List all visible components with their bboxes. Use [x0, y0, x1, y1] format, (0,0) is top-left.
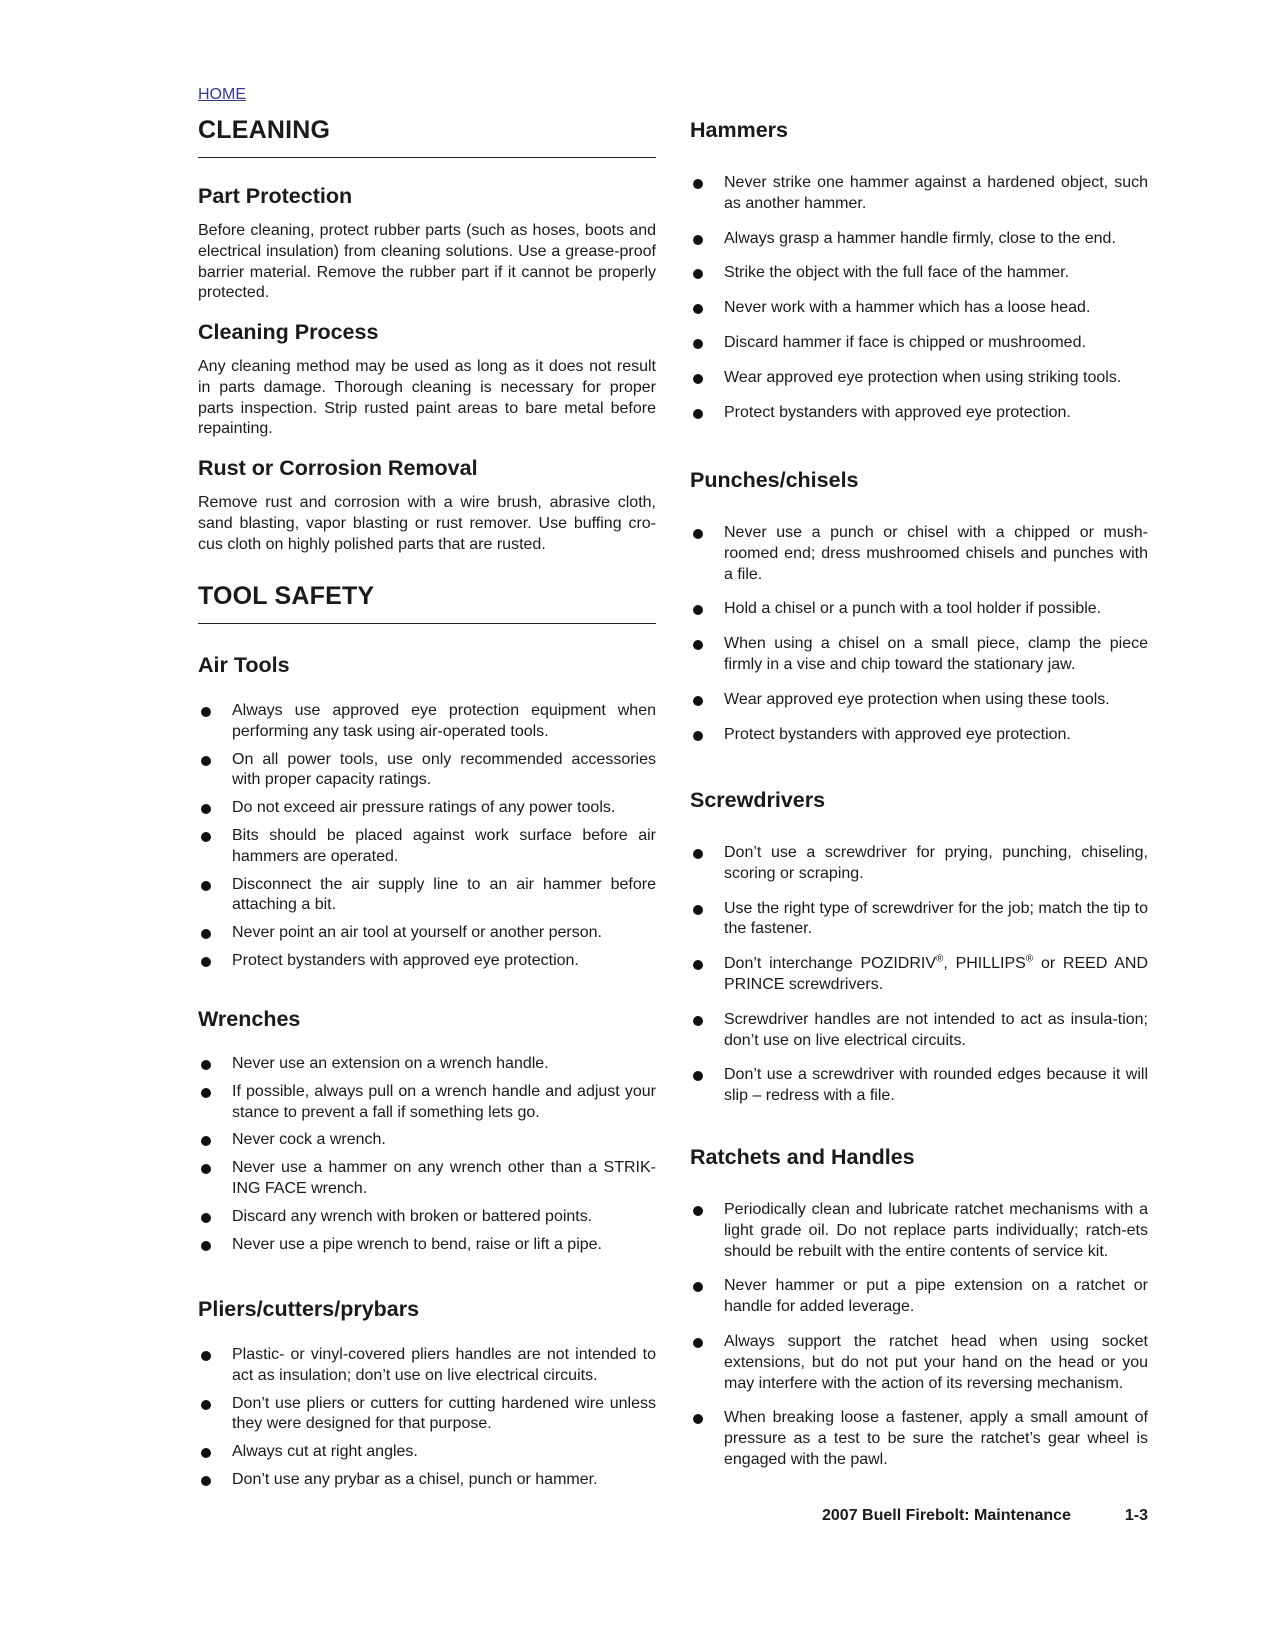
list-item: Never use an extension on a wrench handle. [198, 1054, 656, 1075]
cleaning-heading: CLEANING [198, 116, 331, 144]
punches-heading: Punches/chisels [690, 468, 859, 492]
bullet-icon [201, 832, 211, 842]
bullet-icon [693, 1016, 703, 1026]
wrenches-heading: Wrenches [198, 1007, 301, 1031]
list-item: Do not exceed air pressure ratings of any power tools. [198, 798, 656, 819]
bullet-icon [201, 1060, 211, 1070]
ratchets-heading: Ratchets and Handles [690, 1145, 915, 1169]
cleaning-divider [198, 157, 656, 158]
bullet-icon [201, 881, 211, 891]
bullet-icon [693, 905, 703, 915]
page-number: 1-3 [1124, 1507, 1148, 1524]
wrenches-list [198, 1054, 656, 1262]
bullet-icon [693, 269, 703, 279]
list-item: Hold a chisel or a punch with a tool holder if possible. [690, 599, 1148, 620]
bullet-icon [693, 1338, 703, 1348]
list-item: Never strike one hammer against a hardened object, such as another hammer. [690, 173, 1148, 215]
rust-removal-heading: Rust or Corrosion Removal [198, 456, 478, 480]
list-item: Don’t use any prybar as a chisel, punch or hammer. [198, 1470, 656, 1491]
hammers-heading: Hammers [690, 118, 788, 142]
list-item: Screwdriver handles are not intended to act as insula-tion; don’t use on live electrical circuits. [690, 1010, 1148, 1052]
list-item: Don’t interchange POZIDRIV®, PHILLIPS® or REED AND PRINCE screwdrivers. [690, 954, 1148, 996]
bullet-icon [693, 605, 703, 615]
bullet-icon [693, 235, 703, 245]
bullet-icon [201, 1400, 211, 1410]
bullet-icon [693, 1071, 703, 1081]
list-item: Never cock a wrench. [198, 1130, 656, 1151]
bullet-icon [693, 1206, 703, 1216]
cleaning-process-text: Any cleaning method may be used as long as it does not result in parts damage. Thorough cleaning is necessary for proper parts inspection. Strip rusted paint areas to bare metal before repainting. [198, 358, 656, 438]
list-item: Disconnect the air supply line to an air hammer before attaching a bit. [198, 875, 656, 917]
pliers-heading: Pliers/cutters/prybars [198, 1297, 420, 1321]
bullet-icon [693, 304, 703, 314]
list-item: Wear approved eye protection when using these tools. [690, 690, 1148, 711]
home-link[interactable]: HOME [198, 86, 246, 103]
ratchets-list [690, 1200, 1148, 1485]
bullet-icon [693, 179, 703, 189]
tool-safety-divider [198, 623, 656, 624]
bullet-icon [201, 1476, 211, 1486]
pliers-list [198, 1345, 656, 1498]
punches-list [690, 523, 1148, 759]
list-item: Never use a punch or chisel with a chipped or mush-roomed end; dress mushroomed chisels and punches with a file. [690, 523, 1148, 585]
bullet-icon [201, 756, 211, 766]
list-item: On all power tools, use only recommended accessories with proper capacity ratings. [198, 750, 656, 792]
bullet-icon [201, 1241, 211, 1251]
bullet-icon [693, 374, 703, 384]
hammers-list [690, 173, 1148, 437]
list-item: Always support the ratchet head when using socket extensions, but do not put your hand on the head or you may interfere with the action of its reversing mechanism. [690, 1332, 1148, 1394]
bullet-icon [693, 696, 703, 706]
list-item: Never hammer or put a pipe extension on a ratchet or handle for added leverage. [690, 1276, 1148, 1318]
list-item: Don’t use pliers or cutters for cutting hardened wire unless they were designed for that purpose. [198, 1394, 656, 1436]
list-item: Protect bystanders with approved eye protection. [198, 951, 656, 972]
bullet-icon [201, 1088, 211, 1098]
bullet-icon [693, 339, 703, 349]
list-item: Strike the object with the full face of the hammer. [690, 263, 1148, 284]
list-item: Always cut at right angles. [198, 1442, 656, 1463]
part-protection-heading: Part Protection [198, 184, 353, 208]
list-item: Bits should be placed against work surface before air hammers are operated. [198, 826, 656, 868]
rust-removal-text: Remove rust and corrosion with a wire brush, abrasive cloth, sand blasting, vapor blasting or rust remover. Use buffing cro-cus cloth on highly polished parts that are rusted. [198, 494, 656, 553]
list-item: Protect bystanders with approved eye protection. [690, 403, 1148, 424]
air-tools-list [198, 701, 656, 979]
list-item: Wear approved eye protection when using striking tools. [690, 368, 1148, 389]
bullet-icon [693, 960, 703, 970]
bullet-icon [201, 804, 211, 814]
cleaning-process-heading: Cleaning Process [198, 320, 379, 344]
list-item: Don’t use a screwdriver for prying, punching, chiseling, scoring or scraping. [690, 843, 1148, 885]
bullet-icon [693, 849, 703, 859]
bullet-icon [201, 1164, 211, 1174]
list-item: When breaking loose a fastener, apply a small amount of pressure as a test to be sure the ratchet’s gear wheel is engaged with the pawl. [690, 1408, 1148, 1470]
list-item: Never work with a hammer which has a loose head. [690, 298, 1148, 319]
bullet-icon [201, 929, 211, 939]
list-item: Periodically clean and lubricate ratchet mechanisms with a light grade oil. Do not replace parts individually; ratch-ets should be rebuilt with the entire contents of service kit. [690, 1200, 1148, 1262]
list-item: Plastic- or vinyl-covered pliers handles are not intended to act as insulation; don’t use on live electrical circuits. [198, 1345, 656, 1387]
bullet-icon [693, 731, 703, 741]
bullet-icon [693, 640, 703, 650]
bullet-icon [201, 707, 211, 717]
list-item: Discard any wrench with broken or battered points. [198, 1207, 656, 1228]
bullet-icon [693, 409, 703, 419]
part-protection-text: Before cleaning, protect rubber parts (such as hoses, boots and electrical insulation) from cleaning solutions. Use a grease-proof barrier material. Remove the rubber part if it cannot be properly protected. [198, 222, 656, 302]
list-item: Always grasp a hammer handle firmly, close to the end. [690, 229, 1148, 250]
list-item: Never use a pipe wrench to bend, raise or lift a pipe. [198, 1235, 656, 1256]
footer-title: 2007 Buell Firebolt: Maintenance [822, 1507, 1071, 1524]
bullet-icon [201, 957, 211, 967]
list-item: Protect bystanders with approved eye protection. [690, 725, 1148, 746]
screwdrivers-heading: Screwdrivers [690, 788, 826, 812]
bullet-icon [693, 1414, 703, 1424]
list-item: Don’t use a screwdriver with rounded edges because it will slip – redress with a file. [690, 1065, 1148, 1107]
bullet-icon [693, 1282, 703, 1292]
list-item: If possible, always pull on a wrench handle and adjust your stance to prevent a fall if something lets go. [198, 1082, 656, 1124]
bullet-icon [201, 1136, 211, 1146]
list-item: Never use a hammer on any wrench other than a STRIK-ING FACE wrench. [198, 1158, 656, 1200]
bullet-icon [201, 1351, 211, 1361]
bullet-icon [693, 529, 703, 539]
list-item: Never point an air tool at yourself or another person. [198, 923, 656, 944]
list-item: Discard hammer if face is chipped or mushroomed. [690, 333, 1148, 354]
tool-safety-heading: TOOL SAFETY [198, 582, 375, 610]
bullet-icon [201, 1448, 211, 1458]
list-item: Always use approved eye protection equipment when performing any task using air-operated tools. [198, 701, 656, 743]
list-item: When using a chisel on a small piece, clamp the piece firmly in a vise and chip toward the stationary jaw. [690, 634, 1148, 676]
air-tools-heading: Air Tools [198, 653, 290, 677]
screwdrivers-list [690, 843, 1148, 1121]
list-item: Use the right type of screwdriver for the job; match the tip to the fastener. [690, 899, 1148, 941]
bullet-icon [201, 1213, 211, 1223]
